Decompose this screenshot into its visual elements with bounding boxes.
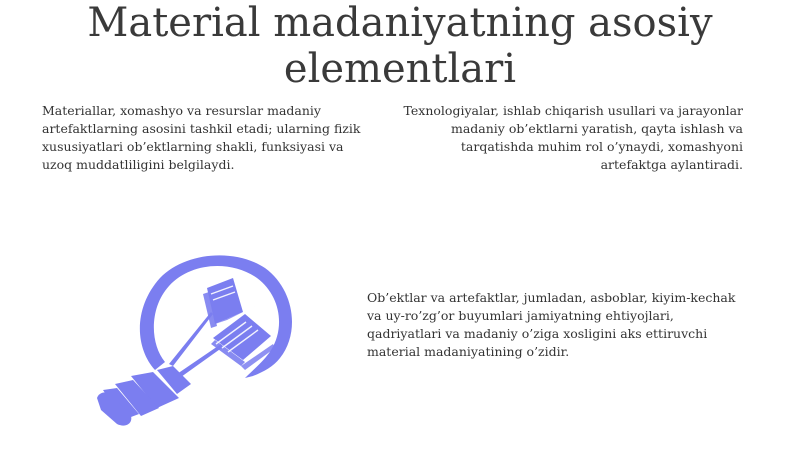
technologies-paragraph: Texnologiyalar, ishlab chiqarish usullari va jarayonlar madaniy ob’ektlarni yaratish, qayta ishlash va tarqatishda muhim rol o’ynaydi, xomashyoni artefaktga aylantiradi. bbox=[403, 103, 743, 172]
objects-paragraph: Ob’ektlar va artefaktlar, jumladan, asboblar, kiyim-kechak va uy-ro’zg’or buyumlari jamiyatning ehtiyojlari, qadriyatlari va madaniy o’ziga xosligini aks ettiruvchi material madaniyatining o’zidir. bbox=[367, 290, 736, 359]
slide-title: Material madaniyatning asosiy elementlari bbox=[87, 0, 713, 92]
materials-paragraph: Materiallar, xomashyo va resurslar madaniy artefaktlarning asosini tashkil etadi; ularning fizik xususiyatlari ob’ektlarning shakli, funksiyasi va uzoq muddatliligini belgilaydi. bbox=[42, 103, 361, 172]
lightbulb-book-icon bbox=[95, 248, 315, 428]
